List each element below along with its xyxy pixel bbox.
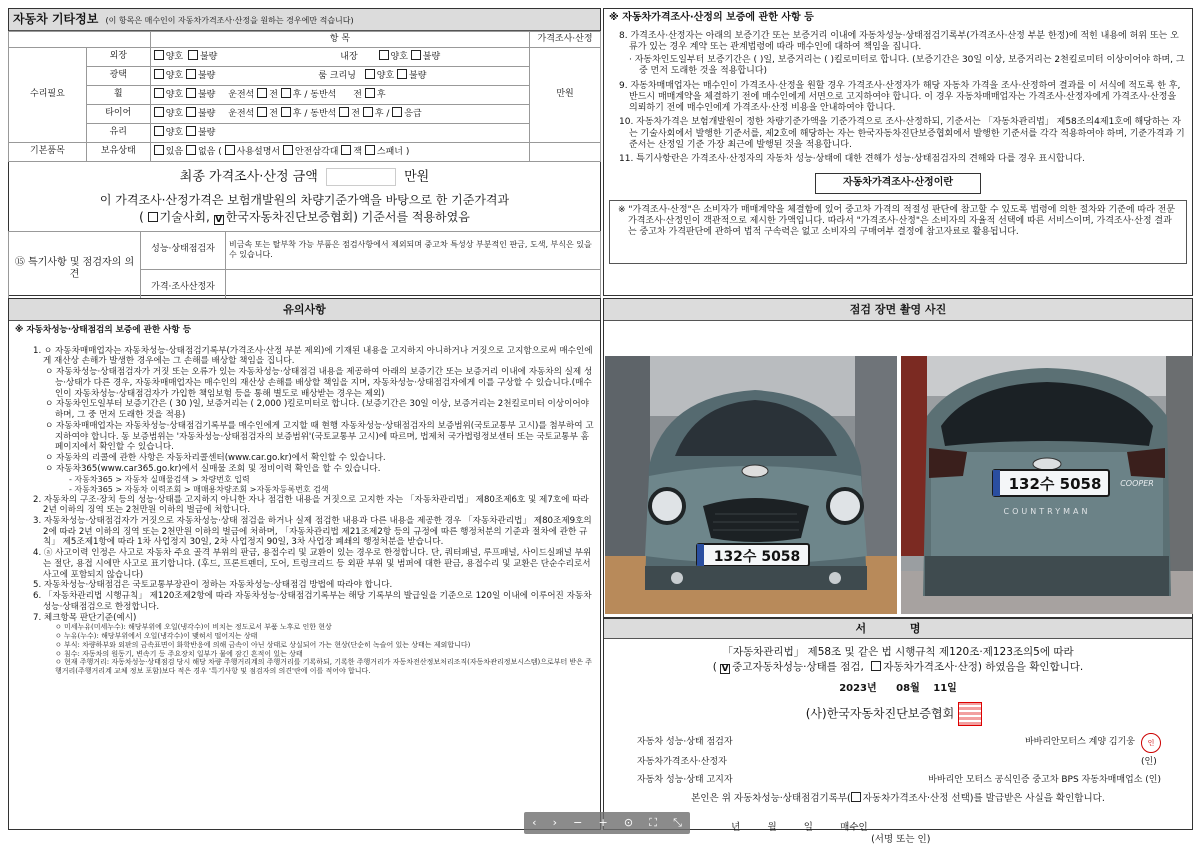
col-price-header: 가격조사·산정 <box>530 32 601 48</box>
criteria-item: ㅇ 현재 주행거리: 자동차성능·상태점검 당시 해당 차량 주행거리계의 주행거리를 기록하되, 기록한 주행거리가 자동차전산정보처리조직(자동차관리정보시스템)으로부터 받은 주행거리(주행거리계 교체 정보 포함)보다 적은 경우 '특기사항 및 점검자의 의견'란에 이를 적어야 합니다. <box>55 658 593 676</box>
appraiser-label: 가격·조사산정자 <box>141 269 226 307</box>
gloss-bad-checkbox[interactable] <box>186 69 196 79</box>
notes-item: ㅇ 자동차의 리콜에 관한 사항은 자동차리콜센터(www.car.go.kr)에서 확인할 수 있습니다. <box>45 453 386 464</box>
notes-item: 2. 자동차의 구조·장치 등의 성능·상태를 고지하지 아니한 자나 점검한 내용을 거짓으로 고지한 자는 「자동차관리법」 제80조제6호 및 제7호에 따라 2년 이하의 징역 또는 2천만원 이하의 벌금에 처합니다. <box>33 494 589 516</box>
exterior-bad-checkbox[interactable] <box>188 50 198 60</box>
basis-tail: ) 기준서를 적용하였음 <box>353 209 470 224</box>
appraisal-checkbox[interactable] <box>871 661 881 671</box>
sig-row1-value: 바바리안모터스 계양 김기웅 <box>1024 737 1135 748</box>
front-car-photo <box>605 356 897 614</box>
row-exterior-options: 양호 불량 내장 양호 불량 <box>150 48 529 67</box>
col-item-header: 항 목 <box>150 32 529 48</box>
row-interior-label: 내장 <box>340 52 358 63</box>
inspector-stamp: 인 <box>1141 733 1161 753</box>
confirm-text-b: 자동차가격조사·산정 선택)를 발급받은 사실을 확인합니다. <box>862 792 1105 804</box>
triangle-checkbox[interactable] <box>283 145 293 155</box>
notes-item: 6. 「자동차관리법 시행규칙」 제120조제2항에 따라 자동차성능·상태점검기록부는 해당 기록부의 발급일을 기준으로 120일 이내에 이루어진 자동차 성능·상태점검으로 한정합니다. <box>33 591 592 612</box>
buyer-appraisal-checkbox[interactable] <box>851 792 861 802</box>
notes-body <box>9 321 600 680</box>
sig-row3-value: 바바리안 모터스 공식인증 중고차 BPS 자동차매매업소 (인) <box>928 775 1161 786</box>
notes-item: ㅇ 자동차성능·상태점검자가 거짓 또는 오류가 있는 자동차성능·상태점검 내용을 제공하여 아래의 보증기간 또는 보증거리 이내에 자동차의 실제 성능·상태가 다른 경우, 자동차매매업자는 매수인의 재산상 손해를 배상할 책임을 지며, 자동차성능·상태점검자에게 이를 구상할 수 있습니다.(매수인이 자동차성능·상태점검자가 가입한 책임보험 등을 통해 별도로 배상받는 경우는 제외) <box>45 367 593 399</box>
basis-kadwa-checkbox[interactable]: V <box>215 214 223 225</box>
row-wheel-label: 휠 <box>86 86 150 105</box>
notes-item: ㅇ 자동차365(www.car365.go.kr)에서 실매물 조회 및 정비이력 확인을 할 수 있습니다. <box>45 463 381 474</box>
notes-item: ㅇ 자동차인도일부터 보증기간은 ( 30 )일, 보증거리는 ( 2,000 )킬로미터로 합니다. (보증기간은 30일 이상, 보증거리는 2천킬로미터 이상이어야 하며, 그 중 먼저 도래한 것을 적용) <box>45 399 589 421</box>
criteria-item: ㅇ 부식: 차량하부와 외판의 금속표면이 화학반응에 의해 금속이 아닌 상태로 상실되어 가는 현상(단순히 녹슬어 있는 상태는 제외합니다) <box>55 640 471 649</box>
vehicle-other-info-note: (이 항목은 매수인이 자동차가격조사·산정을 원하는 경우에만 적습니다) <box>105 16 354 25</box>
expand-button[interactable]: ⤡ <box>673 816 682 830</box>
guarantee-item: 9. 자동차매매업자는 매수인이 가격조사·산정을 원할 경우 가격조사·산정자가 해당 자동차 가격을 조사·산정하여 결과를 이 서식에 적도록 한 후, 반드시 매매계약을 체결하기 전에 매수인에게 서면으로 고지하여야 합니다. 이 경우 자동차매매업자는 가격조사·산정자에게 가격조사·산정을 의뢰하기 전에 매수인에게 가격조사·산정 비용을 안내하여야 합니다. <box>619 80 1181 113</box>
signature-year: 2023년 <box>839 683 877 695</box>
notes-sub: - 자동차365 > 자동차 실매물검색 > 차량번호 입력 <box>69 474 250 484</box>
criteria-item: ㅇ 침수: 자동차의 원동기, 변속기 등 주요장치 일부가 물에 잠긴 흔적이 있는 상태 <box>55 649 303 658</box>
signature-option-1: 중고자동차성능·상태를 점검, <box>732 661 864 674</box>
notes-item: 4. ⓐ 사고이력 인정은 사고로 자동차 주요 골격 부위의 판금, 용접수리 및 교환이 있는 경우로 한정합니다. 단, 쿼터패널, 루프패널, 사이드실패널 부위는 절단, 용접 시에만 사고로 표기합니다. (후드, 프론트펜더, 도어, 트렁크리드 등 외판 부위 및 범퍼에 대한 판금, 용접수리 및 교환은 단순수리로서 사고에 포함되지 않습니다) <box>33 548 592 580</box>
confirm-text-a: 본인은 위 자동차성능·상태점검기록부( <box>691 792 851 804</box>
basic-items-label: 기본품목 <box>9 143 87 162</box>
photo-panel-title: 점검 장면 촬영 사진 <box>604 299 1192 321</box>
rear-car-image <box>901 356 1193 614</box>
guarantee-item: 10. 자동차가격은 보험개발원이 정한 차량기준가액을 기준가격으로 조사·산정하되, 기준서는 「자동차관리법」 제58조의4제1호에 해당하는 자는 기술사회에서 발행한 기준서를, 제2호에 해당하는 자는 한국자동차진단보증협회에서 발행한 기준서를 각각 적용하여야 하며, 기준가격과 기준서는 산정일 기준 가장 최근에 발행된 것을 적용합니다. <box>619 117 1185 150</box>
basis-option-kadwa: 한국자동차진단보증협회 <box>225 209 354 224</box>
notes-item: 7. 체크항목 판단기준(예시) <box>33 612 137 623</box>
notes-item: ㅇ 자동차매매업자는 자동차성능·상태점검기록부를 매수인에게 고지할 때 현행 자동차성능·상태점검자의 보증범위(국토교통부 고시)를 첨부하여 고지하여야 합니다. 동 보증범위는 '자동차성능·상태점검자의 보증범위'(국토교통부 고시)에 따르며, 법제처 국가법령정보센터 또는 국토교통부 홈페이지에서 확인할 수 있습니다. <box>45 420 594 453</box>
repair-needed-label: 수리필요 <box>9 48 87 143</box>
buyer-date-row: 년 월 일 매수인 <box>731 821 868 833</box>
vehicle-other-info-title: 자동차 기타정보 <box>13 12 99 26</box>
exterior-good-checkbox[interactable] <box>154 50 164 60</box>
repair-table <box>8 31 601 162</box>
row-room-label: 룸 크리닝 <box>318 71 356 82</box>
tire-passenger-front-checkbox[interactable] <box>339 107 349 117</box>
spanner-checkbox[interactable] <box>365 145 375 155</box>
tire-good-checkbox[interactable] <box>154 107 164 117</box>
manual-checkbox[interactable] <box>225 145 235 155</box>
own-status-label: 보유상태 <box>86 143 150 162</box>
room-bad-checkbox[interactable] <box>397 69 407 79</box>
criteria-item: ㅇ 미세누유(미세누수): 해당부위에 오일(냉각수)이 비치는 정도로서 부품 노후로 인한 현상 <box>55 623 332 632</box>
appraisal-definition-text: ※ "가격조사·산정"은 소비자가 매매계약을 체결함에 있어 중고차 가격의 적절성 판단에 참고할 수 있도록 법령에 의한 절차와 기준에 따라 전문 가격조사·산정인이 객관적으로 제시한 가액입니다. 따라서 "가격조사·산정"은 소비자의 자율적 선택에 따른 서비스이며, 가격조사·산정 결과는 중고차 가격판단에 관하여 법적 구속력은 없고 소비자의 구매여부 결정에 참고자료로 활용됩니다. <box>609 200 1187 264</box>
criteria-item: ㅇ 누유(누수): 해당부위에서 오일(냉각수)이 맺혀서 떨어지는 상태 <box>55 632 258 641</box>
final-price-row <box>9 168 600 186</box>
wheel-driver-front-checkbox[interactable] <box>257 88 267 98</box>
price-unit-won: 만원 <box>530 48 601 143</box>
final-price-label: 최종 가격조사·산정 금액 <box>179 169 318 185</box>
notes-item: 1. ㅇ 자동차매매업자는 자동차성능·상태점검기록부(가격조사·산정 부분 제외)에 기재된 내용을 고지하지 아니하거나 거짓으로 고지함으로써 매수인에게 재산상 손해가 발생한 경우에는 그 손해를 배상할 책임을 집니다. <box>33 345 593 367</box>
zoom-in-button[interactable]: + <box>598 816 608 830</box>
wheel-passenger-rear-checkbox[interactable] <box>365 88 375 98</box>
org-seal-stamp <box>958 702 982 726</box>
notes-panel <box>8 298 601 830</box>
appraisal-guarantee-panel <box>603 8 1193 296</box>
notes-item: 3. 자동차성능·상태점검자가 거짓으로 자동차성능·상태 점검을 하거나 실제 점검한 내용과 다른 내용을 제공한 경우 「자동차관리법」 제80조제9호의2에 따라 2년 이하의 징역 또는 2천만원 이하의 벌금에 처하며, 「자동차관리법 제21조제2항 등의 규정에 따른 행정처분의 기준과 절차에 관한 규칙」 제5조제1항에 따라 1차 사업정지 30일, 2차 사업정지 90일, 3차 사업장 폐쇄의 행정처분을 받습니다. <box>33 516 592 548</box>
row-exterior-label: 외장 <box>86 48 150 67</box>
signature-statement: 「자동차관리법」 제58조 및 같은 법 시행규칙 제120조·제123조의5에 따라 ( V 중고자동차성능·상태를 점검, 자동차가격조사·산정) 하였음을 확인합니다. <box>604 645 1192 675</box>
tire-driver-front-checkbox[interactable] <box>257 107 267 117</box>
buyer-sign-hint: (서명 또는 인) <box>871 833 931 845</box>
wheel-driver-rear-checkbox[interactable] <box>281 88 291 98</box>
sig-row3-label: 자동차 성능·상태 고지자 <box>637 775 733 786</box>
jack-checkbox[interactable] <box>341 145 351 155</box>
vehicle-other-info-panel <box>8 8 601 296</box>
signature-org-name: (사)한국자동차진단보증협회 <box>805 706 955 721</box>
signature-title: 서 명 <box>604 619 1192 639</box>
row-gloss-options: 양호 불량 룸 크리닝 양호 불량 <box>150 67 529 86</box>
basis-option-tech: 기술사회 <box>159 209 207 224</box>
row-glass-options: 양호 불량 <box>150 124 529 143</box>
row-tire-label: 타이어 <box>86 105 150 124</box>
viewer-toolbar <box>524 812 690 834</box>
appraisal-guarantee-title: ※ 자동차가격조사·산정의 보증에 관한 사항 등 <box>609 12 814 23</box>
appraisal-definition-title: 자동차가격조사·산정이란 <box>815 173 981 194</box>
guarantee-item: 8. 가격조사·산정자는 아래의 보증기간 또는 보증거리 이내에 자동차성능·상태점검기록부(가격조사·산정 부분 한정)에 적힌 내용에 허위 또는 오류가 있는 경우 계약 또는 관계법령에 따라 매수인에 대하여 책임을 집니다. <box>619 30 1179 52</box>
appraisal-guarantee-items <box>609 31 1187 166</box>
next-page-button[interactable]: › <box>552 816 558 830</box>
signature-line1: 「자동차관리법」 제58조 및 같은 법 시행규칙 제120조·제123조의5에 따라 <box>722 646 1074 658</box>
front-car-image <box>605 356 897 614</box>
glass-good-checkbox[interactable] <box>154 126 164 136</box>
none-checkbox[interactable] <box>186 145 196 155</box>
notes-sub: - 자동차365 > 자동차 이력조회 > 매매용차량조회 >자동차등록번호 검색 <box>69 484 329 494</box>
row-tire-options: 양호 불량 운전석 전 후 / 동반석 전 후 / 응급 <box>150 105 529 124</box>
room-good-checkbox[interactable] <box>365 69 375 79</box>
performance-check-checkbox[interactable]: V <box>721 664 729 675</box>
notes-item: 5. 자동차성능·상태점검은 국토교통부장관이 정하는 자동차성능·상태점검 방법에 따라야 합니다. <box>33 580 393 591</box>
signature-month: 08월 <box>896 683 920 695</box>
guarantee-item: 11. 특기사항란은 가격조사·산정자의 자동차 성능·상태에 대한 견해가 성능·상태점검자의 견해와 다를 경우 표시합니다. <box>619 154 1085 164</box>
rear-plate-text: 132수 5058 <box>1008 475 1102 493</box>
tire-passenger-rear-checkbox[interactable] <box>363 107 373 117</box>
rear-countryman-badge: COUNTRYMAN <box>1003 507 1091 516</box>
front-plate-text: 132수 5058 <box>713 549 801 565</box>
price-basis-line1: 이 가격조사·산정가격은 보험개발원의 차량기준가액을 바탕으로 한 기준가격과 <box>99 193 510 207</box>
glass-bad-checkbox[interactable] <box>186 126 196 136</box>
guarantee-item: · 자동차인도일부터 보증기간은 ( )일, 보증거리는 ( )킬로미터로 합니다. (보증기간은 30일 이상, 보증거리는 2천킬로미터 이상이어야 하며, 그 중 먼저 도래한 것을 적용합니다) <box>629 55 1185 77</box>
row-gloss-label: 광택 <box>86 67 150 86</box>
fullscreen-button[interactable]: ⛶ <box>649 816 657 830</box>
interior-good-checkbox[interactable] <box>379 50 389 60</box>
inspector-label: 성능·상태점검자 <box>141 231 226 269</box>
signature-table <box>634 732 1164 790</box>
basis-tech-checkbox[interactable] <box>148 212 158 222</box>
notes-subtitle: ※ 자동차성능·상태점검의 보증에 관한 사항 등 <box>15 325 192 335</box>
special-notes-table <box>8 231 601 308</box>
inspector-opinion: 비금속 또는 탈부착 가능 부품은 점검사항에서 제외되며 중고차 특성상 부분적인 판금, 도색, 부식은 있을 수 있습니다. <box>226 231 601 269</box>
zoom-out-button[interactable]: − <box>573 816 583 830</box>
fit-view-button[interactable]: ⊙ <box>623 816 634 830</box>
sig-row1-label: 자동차 성능·상태 점검자 <box>637 737 733 748</box>
buyer-sign-row <box>604 810 1192 857</box>
gloss-good-checkbox[interactable] <box>154 69 164 79</box>
rear-car-photo <box>901 356 1193 614</box>
tire-driver-rear-checkbox[interactable] <box>281 107 291 117</box>
wheel-good-checkbox[interactable] <box>154 88 164 98</box>
rear-cooper-logo: COOPER <box>1120 479 1154 488</box>
basic-items-options: 있음 없음 ( 사용설명서 안전삼각대 잭 스패너 ) <box>150 143 529 162</box>
final-price-unit: 만원 <box>404 169 430 185</box>
price-basis: 이 가격조사·산정가격은 보험개발원의 차량기준가액을 바탕으로 한 기준가격과 ( 기술사회, V 한국자동차진단보증협회) 기준서를 적용하였음 <box>9 192 600 226</box>
interior-bad-checkbox[interactable] <box>411 50 421 60</box>
sig-row2-label: 자동차가격조사·산정자 <box>637 757 727 768</box>
buyer-confirmation <box>604 792 1192 805</box>
signature-org <box>604 702 1192 726</box>
row-wheel-options: 양호 불량 운전석 전 후 / 동반석 전 후 <box>150 86 529 105</box>
signature-date <box>604 683 1192 696</box>
sig-row2-value: (인) <box>1141 757 1157 768</box>
prev-page-button[interactable]: ‹ <box>532 816 537 830</box>
tire-bad-checkbox[interactable] <box>186 107 196 117</box>
signature-option-2: 자동차가격조사·산정) 하였음을 확인합니다. <box>883 661 1084 674</box>
final-price-input[interactable] <box>326 168 396 186</box>
have-checkbox[interactable] <box>154 145 164 155</box>
vehicle-other-info-header <box>9 9 600 31</box>
signature-panel <box>603 618 1193 845</box>
notes-header: 유의사항 <box>9 299 600 321</box>
special-notes-label: ⑮ 특기사항 및 점검자의 의견 <box>9 231 141 307</box>
row-glass-label: 유리 <box>86 124 150 143</box>
wheel-bad-checkbox[interactable] <box>186 88 196 98</box>
signature-day: 11일 <box>933 683 957 695</box>
tire-emergency-checkbox[interactable] <box>392 107 402 117</box>
